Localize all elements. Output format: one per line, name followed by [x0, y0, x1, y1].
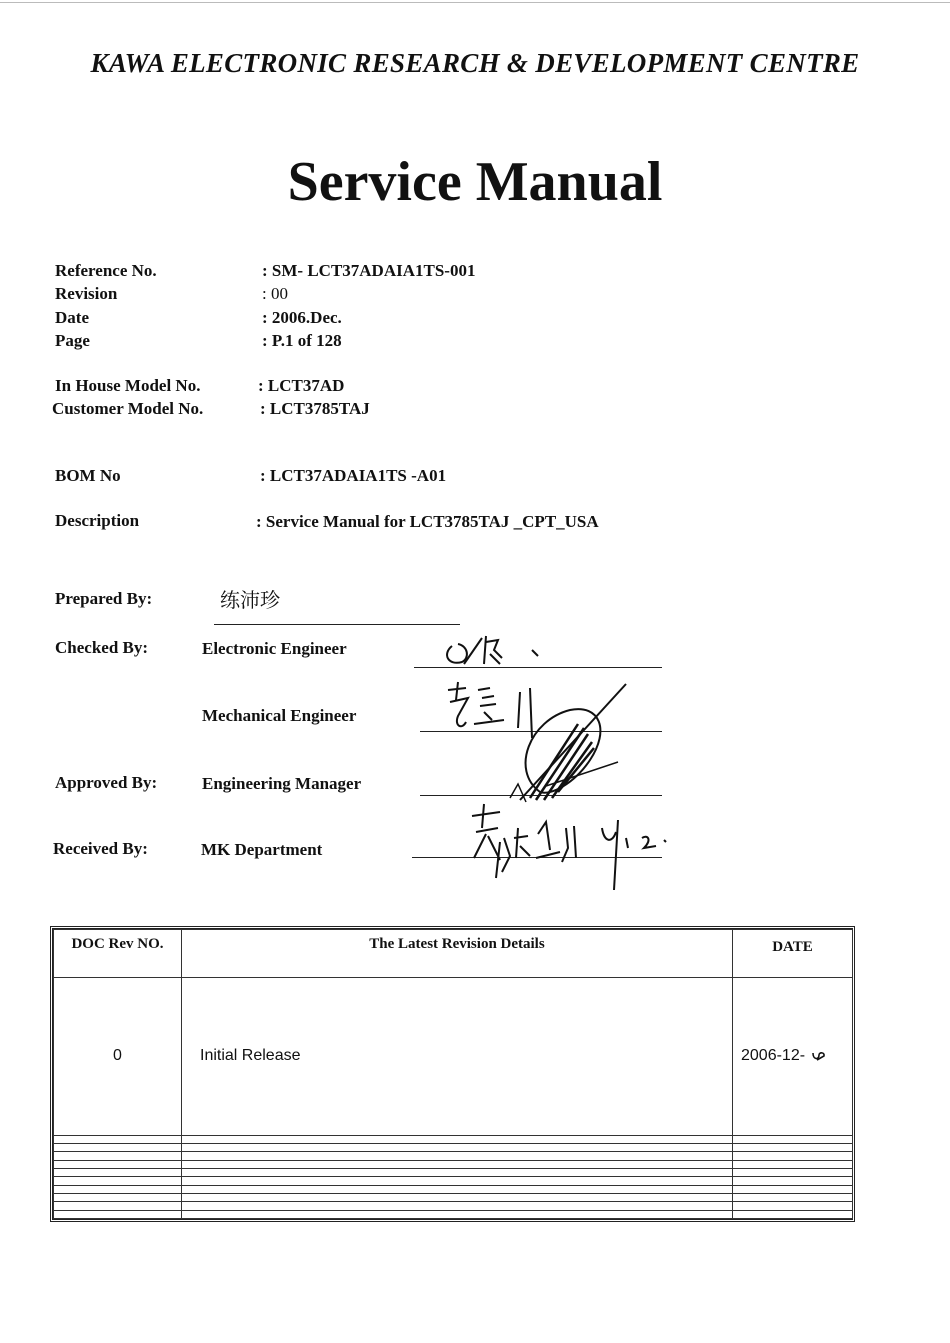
- received-by-label: Received By:: [53, 839, 148, 858]
- handwritten-day-mark: [811, 1050, 827, 1062]
- inhouse-model-value: : LCT37AD: [258, 376, 345, 395]
- revision-table-header: [54, 930, 853, 978]
- description-label: Description: [55, 511, 140, 530]
- table-row: [54, 1152, 853, 1160]
- checked-by-label: Checked By:: [55, 638, 149, 657]
- approved-by-label: Approved By:: [55, 773, 158, 792]
- mk-department-signature: [466, 798, 676, 894]
- bom-value: : LCT37ADAIA1TS -A01: [260, 466, 447, 485]
- reference-value: : SM- LCT37ADAIA1TS-001: [262, 261, 476, 280]
- customer-model-label: Customer Model No.: [52, 399, 204, 418]
- date-cell-text: 2006-12-: [741, 1047, 806, 1065]
- prepared-signature-line: [214, 624, 460, 625]
- mk-department-role: MK Department: [201, 840, 323, 859]
- top-border-line: [0, 2, 950, 3]
- table-row: [54, 1185, 853, 1193]
- revision-label: Revision: [55, 284, 118, 303]
- table-row: [54, 1193, 853, 1201]
- electronic-engineer-role: Electronic Engineer: [202, 639, 347, 658]
- table-row: [54, 1169, 853, 1177]
- table-row: [54, 1160, 853, 1168]
- details-cell: Initial Release: [182, 978, 733, 1136]
- electronic-engineer-signature: [440, 628, 550, 670]
- reference-label: Reference No.: [55, 261, 157, 280]
- date-cell: [733, 978, 853, 1136]
- page-value: : P.1 of 128: [262, 331, 342, 350]
- date-label: Date: [55, 308, 89, 327]
- rev-cell: 0: [54, 978, 182, 1136]
- engineering-manager-signature: [500, 680, 630, 810]
- mechanical-engineer-role: Mechanical Engineer: [202, 706, 357, 725]
- engineering-manager-role: Engineering Manager: [202, 774, 362, 793]
- table-row: [54, 1177, 853, 1185]
- prepared-by-name: 练沛珍: [220, 588, 280, 612]
- doc-rev-header: DOC Rev NO.: [54, 930, 182, 978]
- revision-details-header: The Latest Revision Details: [182, 930, 733, 978]
- date-header: DATE: [733, 930, 853, 978]
- organization-name: KAWA ELECTRONIC RESEARCH & DEVELOPMENT CENTRE: [90, 48, 860, 78]
- date-value: : 2006.Dec.: [262, 308, 342, 327]
- table-row: [54, 1210, 853, 1218]
- revision-table: [50, 926, 855, 1222]
- revision-value: : 00: [262, 284, 288, 303]
- table-row: [54, 1144, 853, 1152]
- document-title: Service Manual: [287, 151, 663, 213]
- prepared-by-label: Prepared By:: [55, 589, 153, 608]
- page-label: Page: [55, 331, 90, 350]
- inhouse-model-label: In House Model No.: [55, 376, 201, 395]
- table-row: [54, 1135, 853, 1143]
- customer-model-value: : LCT3785TAJ: [260, 399, 370, 418]
- bom-label: BOM No: [55, 466, 121, 485]
- table-row: [54, 978, 853, 1136]
- table-row: [54, 1202, 853, 1210]
- description-value: : Service Manual for LCT3785TAJ _CPT_USA: [256, 512, 599, 531]
